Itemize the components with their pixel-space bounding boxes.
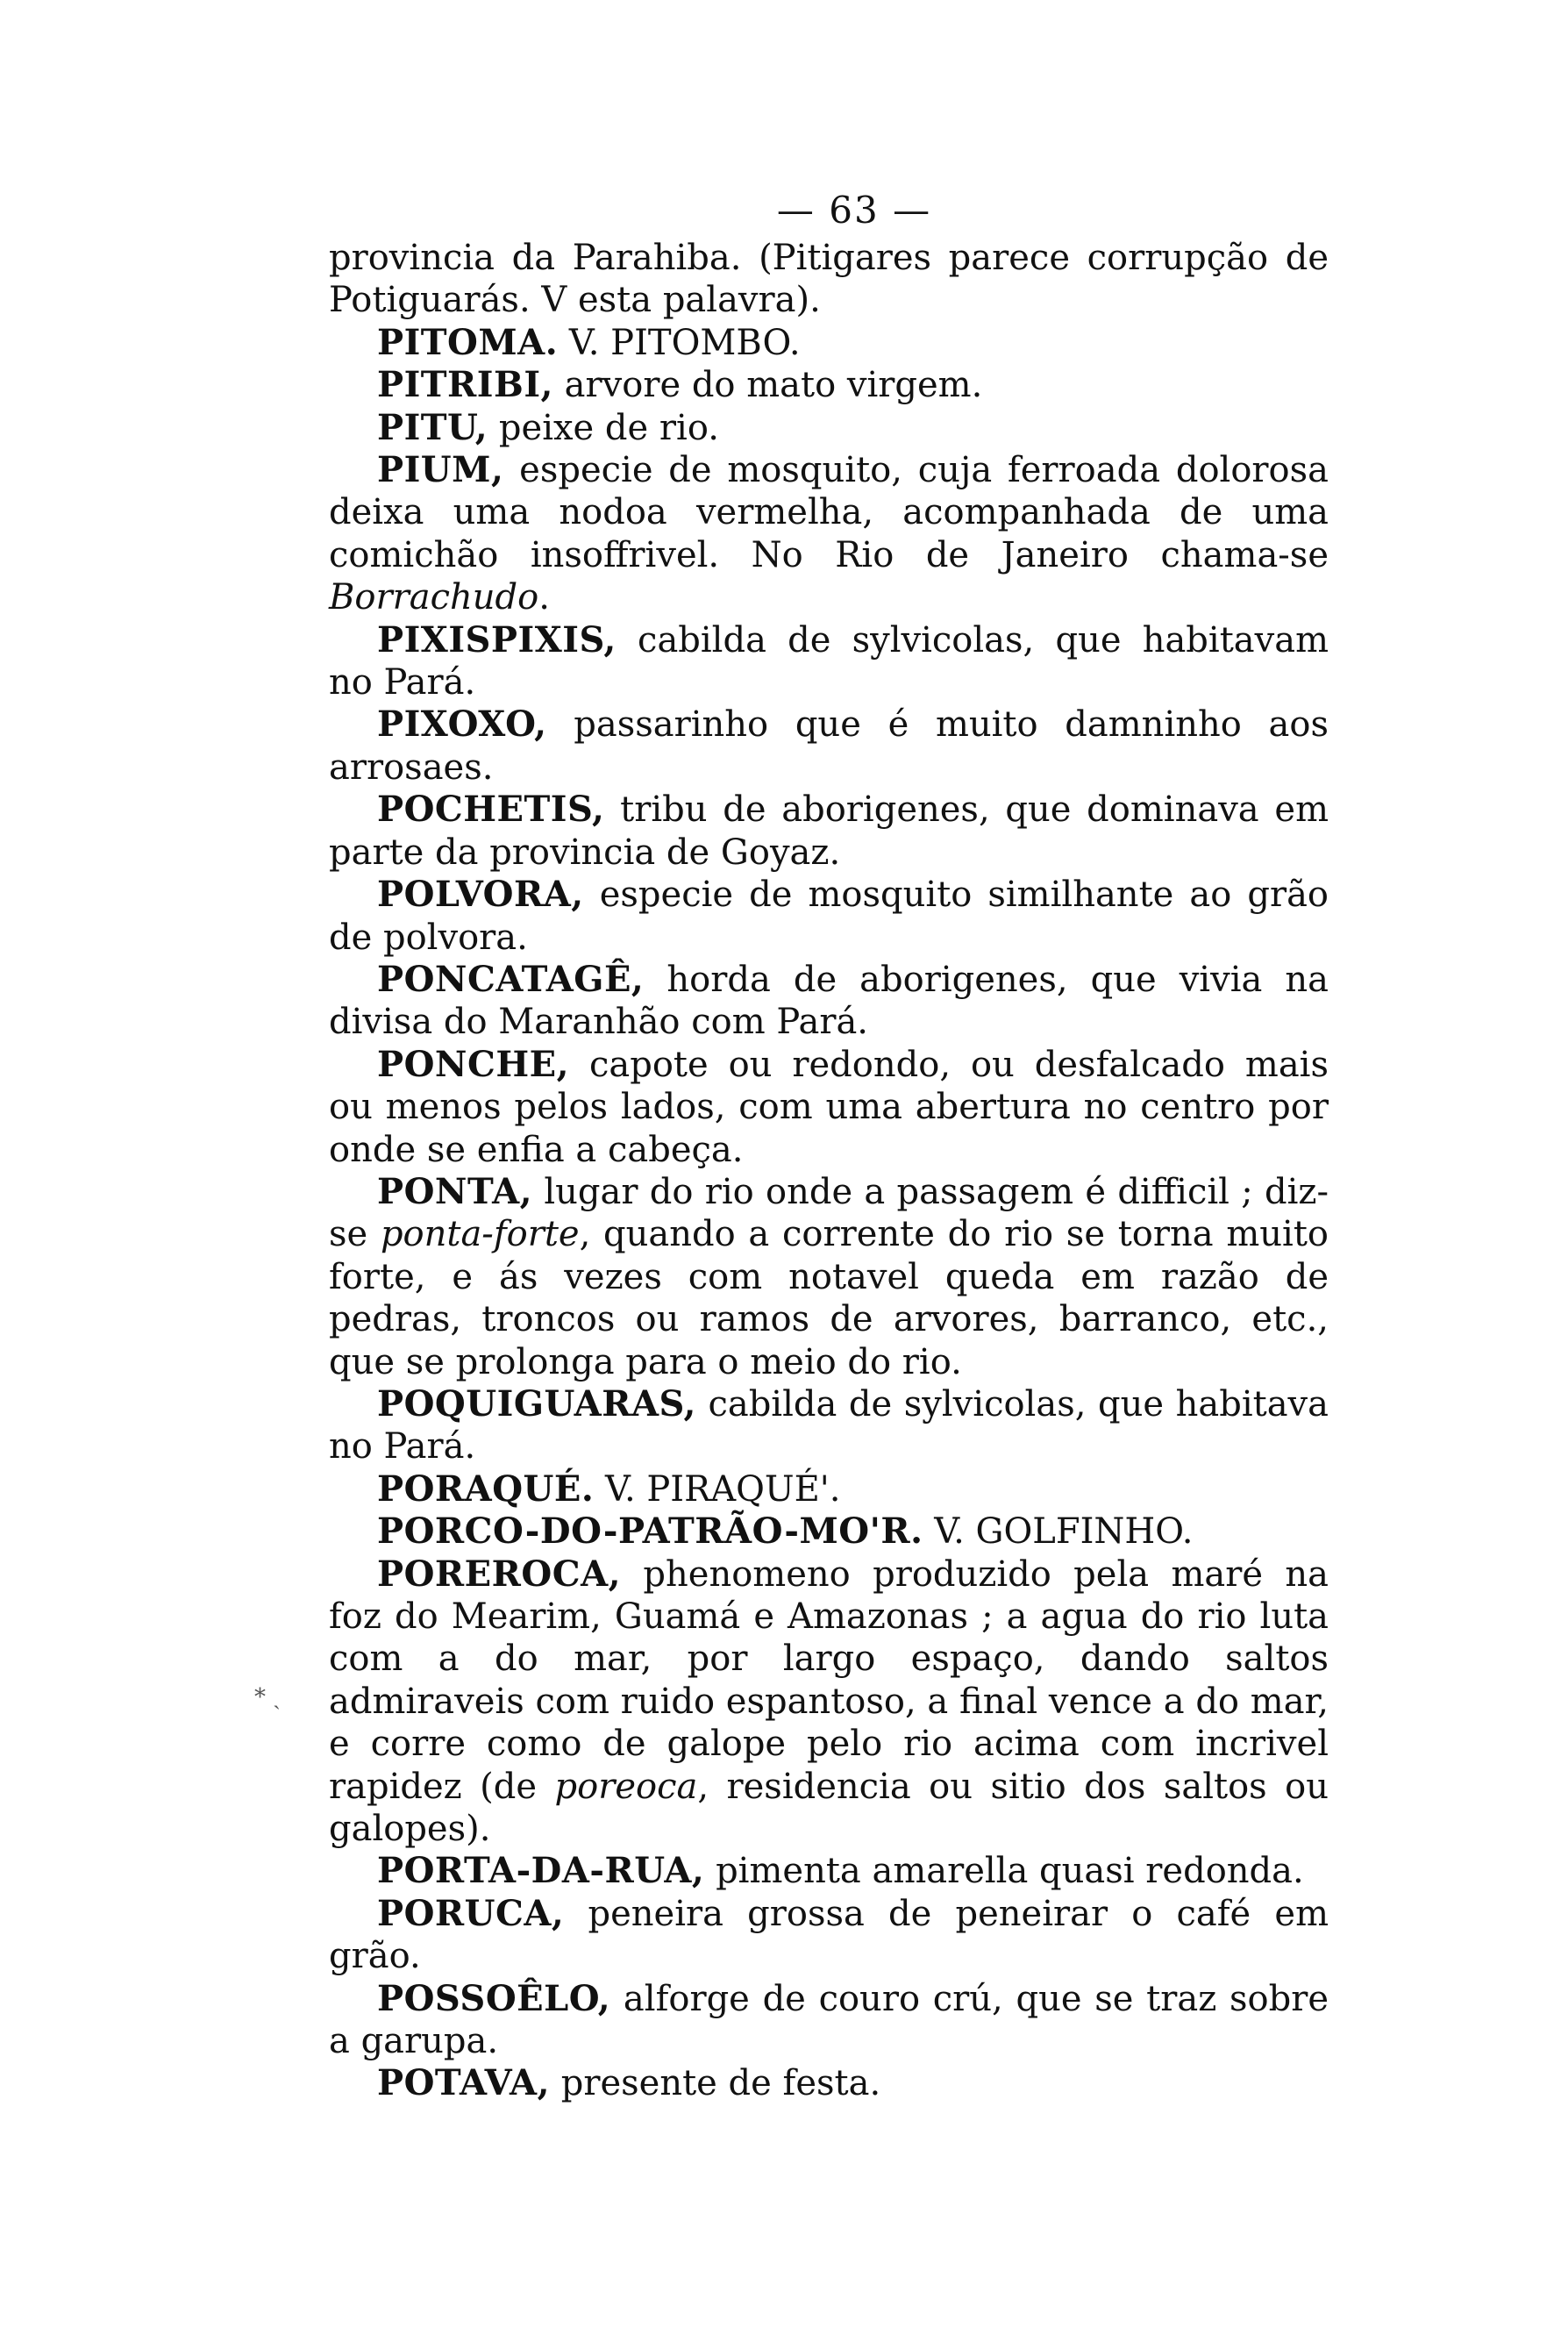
entry-8	[329, 874, 1329, 959]
entry-12	[329, 1383, 1329, 1468]
entry-text: phenomeno produzido pela maré na foz do Mearim, Guamá e Amazonas ; a agua do rio luta com a do mar, por largo espaço, dando saltos admiraveis com ruido espantoso, a final vence a do mar, e corre como de galope pelo rio acima com incrivel rapidez (de	[329, 1553, 1329, 1807]
entry-headword: PIXISPIXIS,	[377, 618, 617, 661]
entry-headword: POSSOÊLO,	[377, 1977, 611, 2019]
entry-3	[329, 407, 1329, 449]
entry-headword: PORUCA,	[377, 1892, 565, 1934]
entry-2	[329, 364, 1329, 406]
entry-9	[329, 959, 1329, 1044]
entry-text: V. GOLFINHO.	[923, 1511, 1194, 1553]
entry-text: capote ou redondo, ou desfalcado mais ou menos pelos lados, com uma abertura no centro por onde se enfia a cabeça.	[329, 1044, 1329, 1170]
entry-4	[329, 449, 1329, 619]
entry-text: especie de mosquito similhante ao grão de polvora.	[329, 875, 1329, 958]
entry-headword: POLVORA,	[377, 874, 584, 916]
entry-headword: PONTA,	[377, 1170, 533, 1212]
entry-headword: PONCHE,	[377, 1043, 570, 1085]
entry-text: cabilda de sylvicolas, que habitava no Pará.	[329, 1383, 1329, 1467]
entry-text: alforge de couro crú, que se traz sobre a garupa.	[329, 1978, 1329, 2062]
entry-0	[329, 237, 1329, 322]
entry-text: peneira grossa de peneirar o café em grão.	[329, 1893, 1329, 1977]
entry-1	[329, 322, 1329, 364]
entry-17	[329, 1893, 1329, 1978]
entry-headword: POTAVA,	[377, 2062, 551, 2104]
entry-text: passarinho que é muito damninho aos arrosaes.	[329, 704, 1329, 788]
entry-text: especie de mosquito, cuja ferroada dolorosa deixa uma nodoa vermelha, acompanhada de uma comichão insoffrivel. No Rio de Janeiro chama-se	[329, 450, 1329, 575]
entry-italic: poreoca	[554, 1766, 698, 1807]
entry-text: cabilda de sylvicolas, que habitavam no Pará.	[329, 619, 1329, 703]
entry-19	[329, 2062, 1329, 2104]
dictionary-text	[329, 237, 1329, 2105]
entry-14	[329, 1510, 1329, 1553]
page-number: — 63 —	[776, 189, 932, 232]
entry-13	[329, 1468, 1329, 1510]
entry-7	[329, 789, 1329, 874]
entry-6	[329, 703, 1329, 789]
entry-italic: ponta-forte	[380, 1214, 580, 1255]
entry-headword: PIUM,	[377, 449, 504, 491]
entry-text: peixe de rio.	[488, 407, 719, 448]
entry-text-after: .	[538, 577, 550, 618]
entry-headword: PORTA-DA-RUA,	[377, 1850, 705, 1892]
entry-18	[329, 1978, 1329, 2063]
entry-headword: PITOMA.	[377, 321, 559, 363]
entry-11	[329, 1171, 1329, 1383]
entry-text: presente de festa.	[550, 2063, 881, 2104]
entry-15	[329, 1553, 1329, 1851]
entry-text: horda de aborigenes, que vivia na divisa do Maranhão com Pará.	[329, 959, 1329, 1043]
entry-text: lugar do rio onde a passagem é difficil ; diz-se	[329, 1171, 1329, 1255]
entry-text: V. PIRAQUÉ'.	[594, 1468, 841, 1510]
entry-text-after: , quando a corrente do rio se torna muito forte, e ás vezes com notavel queda em razão de pedras, troncos ou ramos de arvores, barranco, etc., que se prolonga para o meio do rio.	[329, 1214, 1329, 1382]
entry-10	[329, 1044, 1329, 1171]
entry-text: V. PITOMBO.	[558, 322, 801, 363]
entry-headword: PIXOXO,	[377, 703, 547, 746]
entry-text-after: , residencia ou sitio dos saltos ou galopes).	[329, 1766, 1329, 1850]
entry-16	[329, 1850, 1329, 1892]
entry-italic: Borrachudo	[329, 577, 539, 618]
entry-headword: PONCATAGÊ,	[377, 958, 645, 1000]
entry-headword: POQUIGUARAS,	[377, 1382, 696, 1425]
entry-headword: PORAQUÉ.	[377, 1467, 595, 1510]
entry-text: provincia da Parahiba. (Pitigares parece corrupção de Potiguarás. V esta palavra).	[329, 238, 1329, 321]
entry-headword: POCHETIS,	[377, 789, 605, 831]
entry-5	[329, 619, 1329, 704]
entry-text: tribu de aborigenes, que dominava em parte da provincia de Goyaz.	[329, 789, 1329, 873]
entry-text: arvore do mato virgem.	[552, 365, 983, 406]
entry-headword: PITRIBI,	[377, 364, 553, 406]
entry-headword: POREROCA,	[377, 1553, 622, 1595]
entry-headword: PITU,	[377, 406, 488, 448]
entry-text: pimenta amarella quasi redonda.	[704, 1851, 1304, 1892]
margin-mark: * ˎ	[254, 1684, 281, 1710]
entry-headword: PORCO-DO-PATRÃO-MO'R.	[377, 1510, 923, 1553]
